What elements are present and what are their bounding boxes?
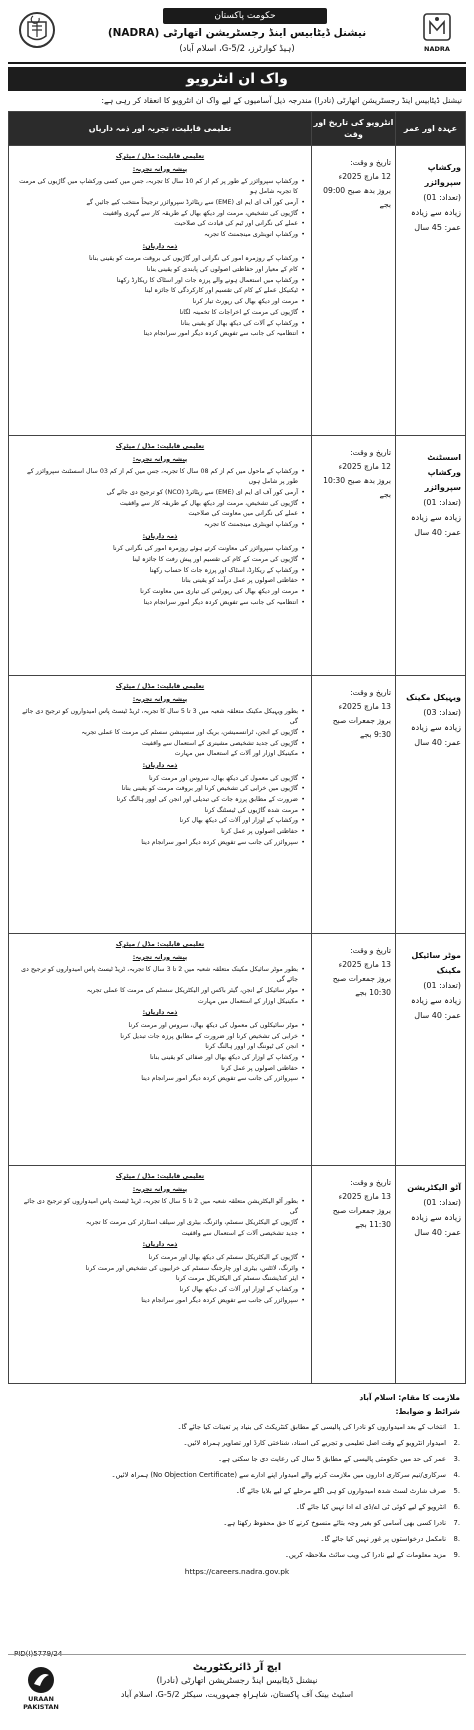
terms-item [14, 1486, 460, 1497]
duty-item: • حفاظتی اصولوں پر عمل کرنا [15, 827, 305, 837]
duty-item: • گاڑیوں کی مرمت کے اخراجات کا تخمینہ لگانا [15, 308, 305, 318]
experience-item: • بطور موٹر سائیکل مکینک متعلقہ شعبہ میں 2 تا 3 سال کا تجربہ، ٹریڈ ٹیسٹ پاس امیدواروں کو ترجیح دی جائے گی [15, 965, 305, 984]
footer-directorate: ایچ آر ڈائریکٹوریٹ [192, 1662, 282, 1673]
pakistan-emblem-icon [17, 10, 57, 54]
duty-item: • گاڑیوں کی مرمت کے کام کی تقسیم اور پیش رفت کا جائزہ لینا [15, 555, 305, 565]
table-row [9, 934, 466, 1166]
post-count: (تعداد: 03) [423, 708, 461, 717]
post-name: ورکشاپ سپروائزر [424, 163, 461, 187]
nadra-emblem-icon [420, 10, 454, 44]
terms-item-number: 8. [453, 1535, 460, 1543]
interview-time: بروز جمعرات صبح 11:30 بجے [332, 1206, 391, 1229]
experience-item: • ورکشاپ انوینٹری مینجمنٹ کا تجربہ [15, 520, 305, 530]
date-cell [312, 436, 396, 676]
experience-item: • گاڑیوں کی تشخیص، مرمت اور دیکھ بھال کے طریقہ کار سے گہری واقفیت [15, 209, 305, 219]
terms-item-number: 4. [453, 1471, 460, 1479]
experience-item: • جدید تشخیصی آلات کے استعمال سے واقفیت [15, 1229, 305, 1239]
government-banner: حکومت پاکستان [163, 8, 327, 24]
organization-address: (ہیڈ کوارٹرز، G-5/2، اسلام آباد) [179, 44, 295, 54]
terms-item-text: انتخاب کے بعد امیدواروں کو نادرا کی پالیسی کے مطابق کنٹریکٹ کی بنیاد پر تعینات کیا جائے گا۔ [177, 1423, 446, 1431]
qualification-heading: تعلیمی قابلیت: مڈل / میٹرک [115, 1173, 205, 1180]
organization-title: نیشنل ڈیٹابیس اینڈ رجسٹریشن اتھارٹی (NADRA) [107, 27, 367, 39]
interview-time: بروز بدھ صبح 09:00 بجے [323, 186, 391, 209]
terms-item-number: 2. [453, 1439, 460, 1447]
table-header-row [9, 112, 466, 146]
experience-item: • گاڑیوں کے الیکٹریکل سسٹم، وائرنگ، بیٹری اور سیلف اسٹارٹر کی مرمت کا تجربہ [15, 1218, 305, 1228]
post-cell [396, 676, 466, 934]
terms-item-text: عمر کی حد میں حکومتی پالیسی کے مطابق 5 سال کی رعایت دی جا سکتی ہے۔ [217, 1455, 446, 1463]
duty-item: • ورکشاپ کے اوزار اور آلات کی دیکھ بھال کرنا [15, 1285, 305, 1295]
footer-address: اسٹیٹ بینک آف پاکستان، شاہراہِ جمہوریت، سیکٹر G-5/2، اسلام آباد [120, 1690, 354, 1699]
experience-item: • ورکشاپ کے ماحول میں کم از کم 08 سال کا تجربہ، جس میں کم از کم 03 سال اسسٹنٹ سپروائزر کے طور پر شامل ہوں [15, 467, 305, 486]
experience-heading: پیشہ ورانہ تجربہ: [132, 455, 188, 463]
post-name: موٹر سائیکل مکینک [411, 951, 461, 975]
experience-item: • آرمی کور آف ای ایم ای (EME) سے ریٹائرڈ سپروائزر ترجیحاً منتخب کیے جائیں گے [15, 198, 305, 208]
qualification-heading: تعلیمی قابلیت: مڈل / میٹرک [115, 683, 205, 690]
experience-item: • گاڑیوں کے انجن، ٹرانسمیشن، بریک اور سسپنشن سسٹم کی مرمت کا عملی تجربہ [15, 728, 305, 738]
terms-item [14, 1422, 460, 1433]
table-row [9, 146, 466, 436]
interview-date: 13 مارچ 2025ء [338, 1192, 391, 1201]
experience-item: • عملے کی نگرانی میں معاونت کی صلاحیت [15, 509, 305, 519]
description-cell [9, 934, 312, 1166]
terms-item [14, 1470, 460, 1481]
uraan-pakistan-icon [26, 1665, 56, 1695]
duties-heading: ذمہ داریاں: [142, 532, 178, 540]
terms-item-text: نادرا کسی بھی آسامی کو بغیر وجہ بتائے منسوخ کرنے کا حق محفوظ رکھتا ہے۔ [223, 1519, 446, 1527]
terms-item [14, 1438, 460, 1449]
duty-item: • خرابی کی تشخیص کرنا اور ضرورت کے مطابق پرزہ جات تبدیل کرنا [15, 1032, 305, 1042]
intro-text: نیشنل ڈیٹابیس اینڈ رجسٹریشن اتھارٹی (نادرا) مندرجہ ذیل آسامیوں کے لیے واک ان انٹرویو کا انعقاد کر رہی ہے: [101, 96, 462, 105]
description-cell [9, 1166, 312, 1384]
duty-item: • انجن کی ٹیوننگ اور اوور ہالنگ کرنا [15, 1042, 305, 1052]
duty-item: • حفاظتی اصولوں پر عمل کرنا [15, 1064, 305, 1074]
duty-item: • وائرنگ، لائٹس، بیٹری اور چارجنگ سسٹم کی خرابیوں کی تشخیص اور مرمت کرنا [15, 1264, 305, 1274]
positions-table [8, 111, 466, 1384]
experience-item: • مکینیکل اوزار اور آلات کے استعمال میں مہارت [15, 749, 305, 759]
table-row [9, 436, 466, 676]
post-count: (تعداد: 01) [423, 1198, 461, 1207]
header-date: انٹرویو کی تاریخ اور وقت [312, 112, 396, 146]
post-name: آٹو الیکٹریشن [407, 1183, 461, 1192]
footer [8, 1654, 466, 1724]
duty-item: • ورکشاپ کے روزمرہ امور کی نگرانی اور گاڑیوں کی بروقت مرمت کو یقینی بنانا [15, 254, 305, 264]
qualification-heading: تعلیمی قابلیت: مڈل / میٹرک [115, 941, 205, 948]
terms-item-text: صرف شارٹ لسٹ شدہ امیدواروں کو ہی اگلے مرحلے کے لیے بلایا جائے گا۔ [235, 1487, 446, 1495]
duty-item: • ضرورت کے مطابق پرزہ جات کی تبدیلی اور انجن کی اوور ہالنگ کرنا [15, 795, 305, 805]
duty-item: • کام کے معیار اور حفاظتی اصولوں کی پابندی کو یقینی بنانا [15, 265, 305, 275]
nadra-logo [414, 10, 460, 60]
experience-item: • آرمی کور آف ای ایم ای (EME) سے ریٹائرڈ (NCO) کو ترجیح دی جائے گی [15, 488, 305, 498]
qualification-heading: تعلیمی قابلیت: مڈل / میٹرک [115, 443, 205, 450]
duties-heading: ذمہ داریاں: [142, 761, 178, 769]
post-name: ویہیکل مکینک [406, 693, 461, 702]
uraan-pakistan-logo [12, 1665, 70, 1717]
duty-item: • سپروائزر کی جانب سے تفویض کردہ دیگر امور سرانجام دینا [15, 1074, 305, 1084]
terms-item-text: سرکاری/نیم سرکاری اداروں میں ملازمت کرنے والے امیدوار اپنے ادارے سے (No Objection Certificate) ہمراہ لائیں۔ [111, 1471, 446, 1479]
terms-item [14, 1502, 460, 1513]
duty-item: • انتظامیہ کی جانب سے تفویض کردہ دیگر امور سرانجام دینا [15, 329, 305, 339]
terms-item-number: 1. [453, 1423, 460, 1431]
duty-item: • سپروائزر کی جانب سے تفویض کردہ دیگر امور سرانجام دینا [15, 1296, 305, 1306]
experience-item: • عملے کی نگرانی اور ٹیم کی قیادت کی صلاحیت [15, 219, 305, 229]
duty-item: • ورکشاپ کے اوزار کی دیکھ بھال اور صفائی کو یقینی بنانا [15, 1053, 305, 1063]
description-cell [9, 436, 312, 676]
duty-item: • موٹر سائیکلوں کی معمول کی دیکھ بھال، سروس اور مرمت کرنا [15, 1021, 305, 1031]
experience-item: • بطور ویہیکل مکینک متعلقہ شعبہ میں 3 تا 5 سال کا تجربہ، ٹریڈ ٹیسٹ پاس امیدواروں کو ترجیح دی جائے گی [15, 707, 305, 726]
post-age: زیادہ سے زیادہ عمر: 40 سال [410, 996, 461, 1020]
post-age: زیادہ سے زیادہ عمر: 45 سال [410, 208, 461, 232]
date-label: تاریخ و وقت: [350, 688, 391, 697]
post-count: (تعداد: 01) [423, 981, 461, 990]
terms-item [14, 1454, 460, 1465]
experience-heading: پیشہ ورانہ تجربہ: [132, 695, 188, 703]
post-cell [396, 436, 466, 676]
duties-heading: ذمہ داریاں: [142, 1241, 178, 1249]
date-label: تاریخ و وقت: [350, 448, 391, 457]
post-cell [396, 146, 466, 436]
duty-item: • سپروائزر کی جانب سے تفویض کردہ دیگر امور سرانجام دینا [15, 838, 305, 848]
careers-link[interactable]: https://careers.nadra.gov.pk [184, 1567, 290, 1576]
date-cell [312, 1166, 396, 1384]
job-location: ملازمت کا مقام: اسلام آباد [359, 1393, 460, 1402]
post-cell [396, 1166, 466, 1384]
post-age: زیادہ سے زیادہ عمر: 40 سال [410, 513, 461, 537]
government-emblem-logo [14, 10, 60, 60]
terms-item-number: 6. [453, 1503, 460, 1511]
header-description: تعلیمی قابلیت، تجربہ اور ذمہ داریاں [9, 112, 312, 146]
terms-item-number: 9. [453, 1551, 460, 1559]
experience-heading: پیشہ ورانہ تجربہ: [132, 953, 188, 961]
experience-heading: پیشہ ورانہ تجربہ: [132, 1185, 188, 1193]
experience-heading: پیشہ ورانہ تجربہ: [132, 165, 188, 173]
footer-organization: نیشنل ڈیٹابیس اینڈ رجسٹریشن اتھارٹی (نادرا) [156, 1676, 318, 1686]
terms-item-number: 5. [453, 1487, 460, 1495]
date-cell [312, 146, 396, 436]
duty-item: • انتظامیہ کی جانب سے تفویض کردہ دیگر امور سرانجام دینا [15, 598, 305, 608]
terms-item-number: 7. [453, 1519, 460, 1527]
date-label: تاریخ و وقت: [350, 158, 391, 167]
post-name: اسسٹنٹ ورکشاپ سپروائزر [424, 453, 461, 492]
experience-item: • ورکشاپ سپروائزر کے طور پر کم از کم 10 سال کا تجربہ، جس میں کسی ورکشاپ میں گاڑیوں کی مرمت کا تجربہ شامل ہو [15, 177, 305, 196]
header [8, 6, 466, 64]
post-count: (تعداد: 01) [423, 498, 461, 507]
experience-item: • بطور آٹو الیکٹریشن متعلقہ شعبہ میں 2 تا 5 سال کا تجربہ، ٹریڈ ٹیسٹ پاس امیدواروں کو ترجیح دی جائے گی [15, 1197, 305, 1216]
duty-item: • ورکشاپ کے ریکارڈ، اسٹاک اور پرزہ جات کا حساب رکھنا [15, 566, 305, 576]
table-row [9, 1166, 466, 1384]
uraan-pakistan-text: URAAN PAKISTAN [23, 1695, 59, 1711]
table-row [9, 676, 466, 934]
terms-item-text: نامکمل درخواستوں پر غور نہیں کیا جائے گا۔ [320, 1535, 446, 1543]
duty-item: • مرمت اور دیکھ بھال کی رپورٹ تیار کرنا [15, 297, 305, 307]
duty-item: • ورکشاپ کے آلات کی دیکھ بھال کو یقینی بنانا [15, 319, 305, 329]
duty-item: • گاڑیوں میں خرابی کی تشخیص کرنا اور بروقت مرمت کو یقینی بنانا [15, 784, 305, 794]
header-post: عہدہ اور عمر [396, 112, 466, 146]
terms-section [8, 1392, 466, 1578]
interview-time: بروز جمعرات صبح 9:30 بجے [332, 716, 391, 739]
terms-item-number: 3. [453, 1455, 460, 1463]
duty-item: • حفاظتی اصولوں پر عمل درآمد کو یقینی بنانا [15, 576, 305, 586]
experience-item: • گاڑیوں کی تشخیص، مرمت اور دیکھ بھال کے طریقہ کار سے واقفیت [15, 499, 305, 509]
terms-item-text: انٹرویو کے لیے کوئی ٹی اے/ڈی اے ادا نہیں کیا جائے گا۔ [295, 1503, 446, 1511]
duty-item: • ٹیکنیکل عملے کے کام کی تقسیم اور کارکردگی کا جائزہ لینا [15, 286, 305, 296]
experience-item: • موٹر سائیکل کے انجن، گیئر باکس اور الیکٹریکل سسٹم کی مرمت کا عملی تجربہ [15, 986, 305, 996]
experience-item: • گاڑیوں کی جدید تشخیصی مشینری کے استعمال سے واقفیت [15, 739, 305, 749]
terms-item-text: امیدوار انٹرویو کے وقت اصل تعلیمی و تجربے کی اسناد، شناختی کارڈ اور تصاویر ہمراہ لائیں۔ [183, 1439, 446, 1447]
duty-item: • ایئر کنڈیشننگ سسٹم کی الیکٹریکل مرمت کرنا [15, 1274, 305, 1284]
interview-date: 12 مارچ 2025ء [338, 172, 391, 181]
description-cell [9, 146, 312, 436]
date-label: تاریخ و وقت: [350, 1178, 391, 1187]
interview-time: بروز بدھ صبح 10:30 بجے [323, 476, 391, 499]
duty-item: • مرمت شدہ گاڑیوں کی ٹیسٹنگ کرنا [15, 806, 305, 816]
nadra-logo-text: NADRA [424, 45, 450, 53]
interview-date: 12 مارچ 2025ء [338, 462, 391, 471]
post-cell [396, 934, 466, 1166]
qualification-heading: تعلیمی قابلیت: مڈل / میٹرک [115, 153, 205, 160]
post-age: زیادہ سے زیادہ عمر: 40 سال [410, 1213, 461, 1237]
duties-heading: ذمہ داریاں: [142, 242, 178, 250]
terms-list [8, 1422, 466, 1561]
duty-item: • گاڑیوں کی معمول کی دیکھ بھال، سروس اور مرمت کرنا [15, 774, 305, 784]
post-count: (تعداد: 01) [423, 193, 461, 202]
interview-time: بروز جمعرات صبح 10:30 بجے [332, 974, 391, 997]
walk-in-interview-banner: واک ان انٹرویو [8, 67, 466, 91]
date-cell [312, 676, 396, 934]
post-age: زیادہ سے زیادہ عمر: 40 سال [410, 723, 461, 747]
duty-item: • گاڑیوں کے الیکٹریکل سسٹم کی دیکھ بھال اور مرمت کرنا [15, 1253, 305, 1263]
interview-date: 13 مارچ 2025ء [338, 702, 391, 711]
terms-item [14, 1518, 460, 1529]
duties-heading: ذمہ داریاں: [142, 1009, 178, 1017]
terms-item [14, 1550, 460, 1561]
duty-item: • مرمت اور دیکھ بھال کی رپورٹس کی تیاری میں معاونت کرنا [15, 587, 305, 597]
experience-item: • مکینیکل اوزار کے استعمال میں مہارت [15, 997, 305, 1007]
terms-item-text: مزید معلومات کے لیے نادرا کی ویب سائٹ ملاحظہ کریں۔ [284, 1551, 446, 1559]
duty-item: • ورکشاپ سپروائزر کی معاونت کرتے ہوئے روزمرہ امور کی نگرانی کرنا [15, 544, 305, 554]
duty-item: • ورکشاپ کے اوزار اور آلات کی دیکھ بھال کرنا [15, 816, 305, 826]
date-cell [312, 934, 396, 1166]
interview-date: 13 مارچ 2025ء [338, 960, 391, 969]
experience-item: • ورکشاپ انوینٹری مینجمنٹ کا تجربہ [15, 230, 305, 240]
pid-number: PID(I)5779/24 [14, 1650, 63, 1658]
terms-item [14, 1534, 460, 1545]
date-label: تاریخ و وقت: [350, 946, 391, 955]
description-cell [9, 676, 312, 934]
terms-heading: شرائط و ضوابط: [395, 1407, 460, 1416]
duty-item: • ورکشاپ میں استعمال ہونے والے پرزہ جات اور اسٹاک کا ریکارڈ رکھنا [15, 276, 305, 286]
